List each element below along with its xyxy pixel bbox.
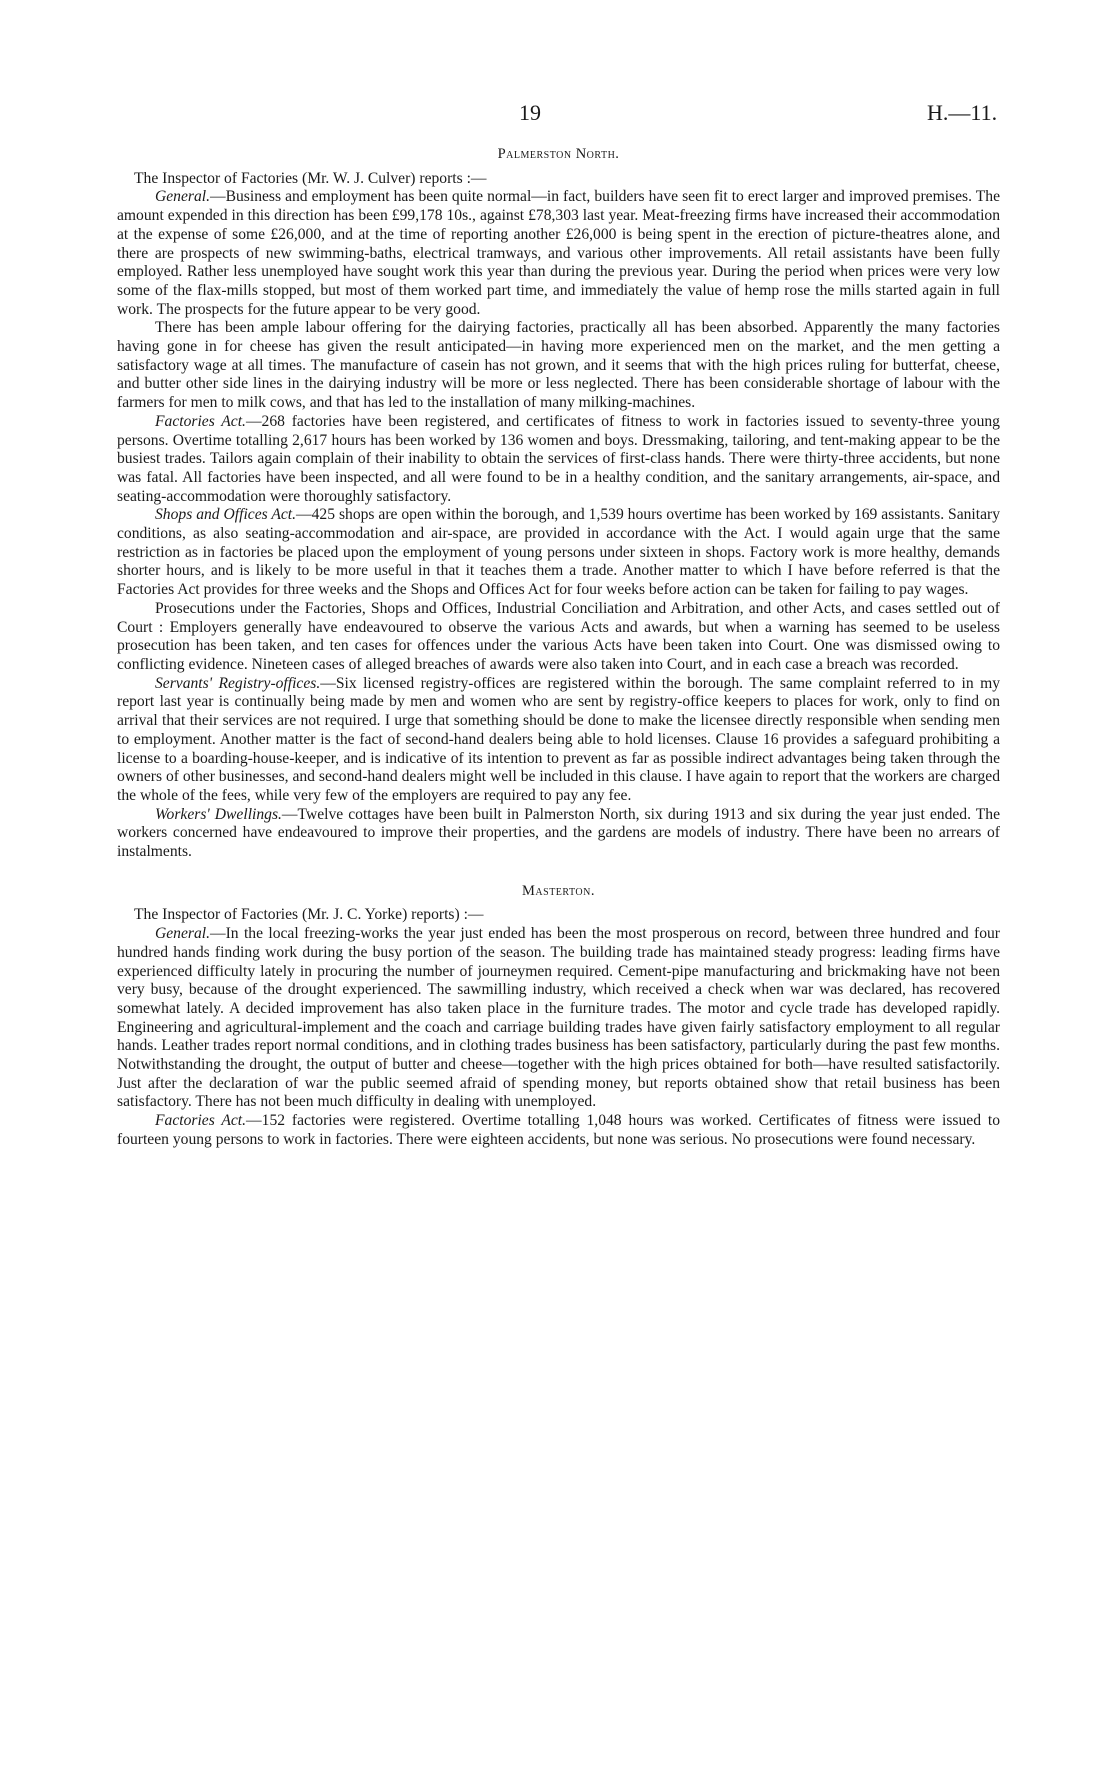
paragraph-heading: General. [155, 925, 210, 943]
paragraph-heading: Factories Act. [155, 412, 246, 430]
section-intro: The Inspector of Factories (Mr. W. J. Culver) reports :— [134, 169, 487, 187]
paragraph-heading: General. [155, 188, 210, 206]
paragraph-general [117, 925, 1000, 1112]
paragraph-text: —Six licensed registry-offices are registered within the borough. The same complaint referred to in my report last year is continually being made by men and women who are sent by registry-office keepers to places for work, only to find on arrival that their services are not required. I urge that something should be done to make the licensee directly responsible when sending men to employment. Another matter is the fact of second-hand dealers being able to hold licenses. Clause 16 provides a safeguard prohibiting a license to a boarding-house-keeper, and is indicative of its intention to prevent as far as possible indirect advantages being taken through the owners of other businesses, and second-hand dealers might well be included in this clause. I have again to report that the workers are charged the whole of the fees, while very few of the employers are required to pay any fee. [117, 674, 1001, 804]
paragraph-heading: Servants' Registry-offices. [155, 674, 321, 692]
paragraph-text: Prosecutions under the Factories, Shops and Offices, Industrial Conciliation and Arbitration, and other Acts, and cases settled out of Court : Employers generally have endeavoured to observe the various Acts and awards, but when a warning has seemed to be useless prosecution has been taken, and ten cases for offences under the various Acts have been taken into Court. One was dismissed owing to conflicting evidence. Nineteen cases of alleged breaches of awards were also taken into Court, and in each case a breach was recorded. [117, 599, 1000, 673]
section-palmerston-north [117, 145, 1000, 862]
paragraph-shops-offices-act [117, 506, 1000, 600]
section-intro: The Inspector of Factories (Mr. J. C. Yorke) reports) :— [134, 906, 484, 924]
paragraph-text: —268 factories have been registered, and certificates of fitness to work in factories issued to seventy-three young persons. Overtime totalling 2,617 hours has been worked by 136 women and boys. Dressmaking, tailoring, and tent-making appear to be the busiest trades. Tailors again complain of their inability to obtain the services of first-class hands. There were thirty-three accidents, but none was fatal. All factories have been inspected, and all were found to be in a healthy condition, and the sanitary arrangements, air-space, and seating-accommodation were thoroughly satisfactory. [117, 412, 1000, 505]
document-reference: H.—11. [927, 100, 998, 125]
paragraph-heading: Workers' Dwellings. [155, 805, 282, 823]
paragraph-general [117, 188, 1000, 319]
paragraph-workers-dwellings [117, 806, 1000, 862]
paragraph-heading: Factories Act. [155, 1112, 247, 1130]
paragraph-dairying [117, 319, 1000, 413]
paragraph-factories-act [117, 1112, 1000, 1149]
paragraph-text: —425 shops are open within the borough, and 1,539 hours overtime has been worked by 169 assistants. Sanitary conditions, as also seating-accommodation and air-space, are provided in accordance with the Act. I would again urge that the same restriction as in factories be placed upon the employment of young persons under sixteen in shops. Factory work is more healthy, demands shorter hours, and is likely to be more useful in that it teaches them a trade. Another matter to which I have before referred is that the Factories Act provides for three weeks and the Shops and Offices Act for four weeks before action can be taken for failing to pay wages. [117, 506, 1000, 599]
paragraph-text: —Business and employment has been quite normal—in fact, builders have seen fit to erect larger and improved premises. The amount expended in this direction has been £99,178 10s., against £78,303 last year. Meat-freezing firms have increased their accommodation at the expense of some £26,000, and at the time of reporting another £26,000 is being spent in the erection of picture-theatres alone, and there are prospects of new swimming-baths, electrical tramways, and various other improvements. All retail assistants have been fully employed. Rather less unemployed have sought work this year than during the previous year. During the period when prices were very low some of the flax-mills stopped, but most of them worked part time, and immediately the value of hemp rose the mills started again in full work. The prospects for the future appear to be very good. [117, 188, 1000, 318]
paragraph-text: —In the local freezing-works the year just ended has been the most prosperous on record, between three hundred and four hundred hands finding work during the busy portion of the season. The building trade has maintained steady progress: leading firms have experienced difficulty lately in procuring the number of journeymen required. Cement-pipe manufacturing and brickmaking have not been very busy, because of the drought experienced. The sawmilling industry, which received a check when war was declared, has recovered somewhat lately. A decided improvement has also taken place in the furniture trades. The motor and cycle trade has developed rapidly. Engineering and agricultural-implement and the coach and carriage building trades have given fairly satisfactory employment to all regular hands. Leather trades report normal conditions, and in clothing trades business has been satisfactory, particularly during the past few months. Notwithstanding the drought, the output of butter and cheese—together with the high prices obtained for both—have resulted satisfactorily. Just after the declaration of war the public seemed afraid of spending money, but reports obtained show that retail business has been satisfactory. There has not been much difficulty in dealing with unemployed. [117, 925, 1000, 1111]
paragraph-registry-offices [117, 675, 1000, 806]
page-number: 19 [519, 100, 541, 125]
section-masterton [117, 882, 1000, 1150]
paragraph-factories-act [117, 413, 1000, 507]
paragraph-text: —Twelve cottages have been built in Palmerston North, six during 1913 and six during the year just ended. The workers concerned have endeavoured to improve their properties, and the gardens are models of industry. There have been no arrears of instalments. [117, 805, 1001, 861]
paragraph-heading: Shops and Offices Act. [155, 506, 297, 524]
paragraph-text: There has been ample labour offering for the dairying factories, practically all has been absorbed. Apparently the many factories having gone in for cheese has given the result anticipated—in having more experienced men on the market, and the men getting a satisfactory wage at all times. The manufacture of casein has not grown, and it seems that with the high prices ruling for butterfat, cheese, and butter other side lines in the dairying industry will be more or less neglected. There has been considerable shortage of labour with the farmers for men to milk cows, and that has led to the installation of many milking-machines. [117, 319, 1000, 412]
paragraph-text: —152 factories were registered. Overtime totalling 1,048 hours was worked. Certificates of fitness were issued to fourteen young persons to work in factories. There were eighteen accidents, but none was serious. No prosecutions were found necessary. [117, 1112, 1001, 1148]
section-title: Masterton. [522, 882, 595, 899]
section-title: Palmerston North. [497, 146, 620, 162]
document-body [117, 145, 1000, 1150]
paragraph-prosecutions [117, 600, 1000, 675]
